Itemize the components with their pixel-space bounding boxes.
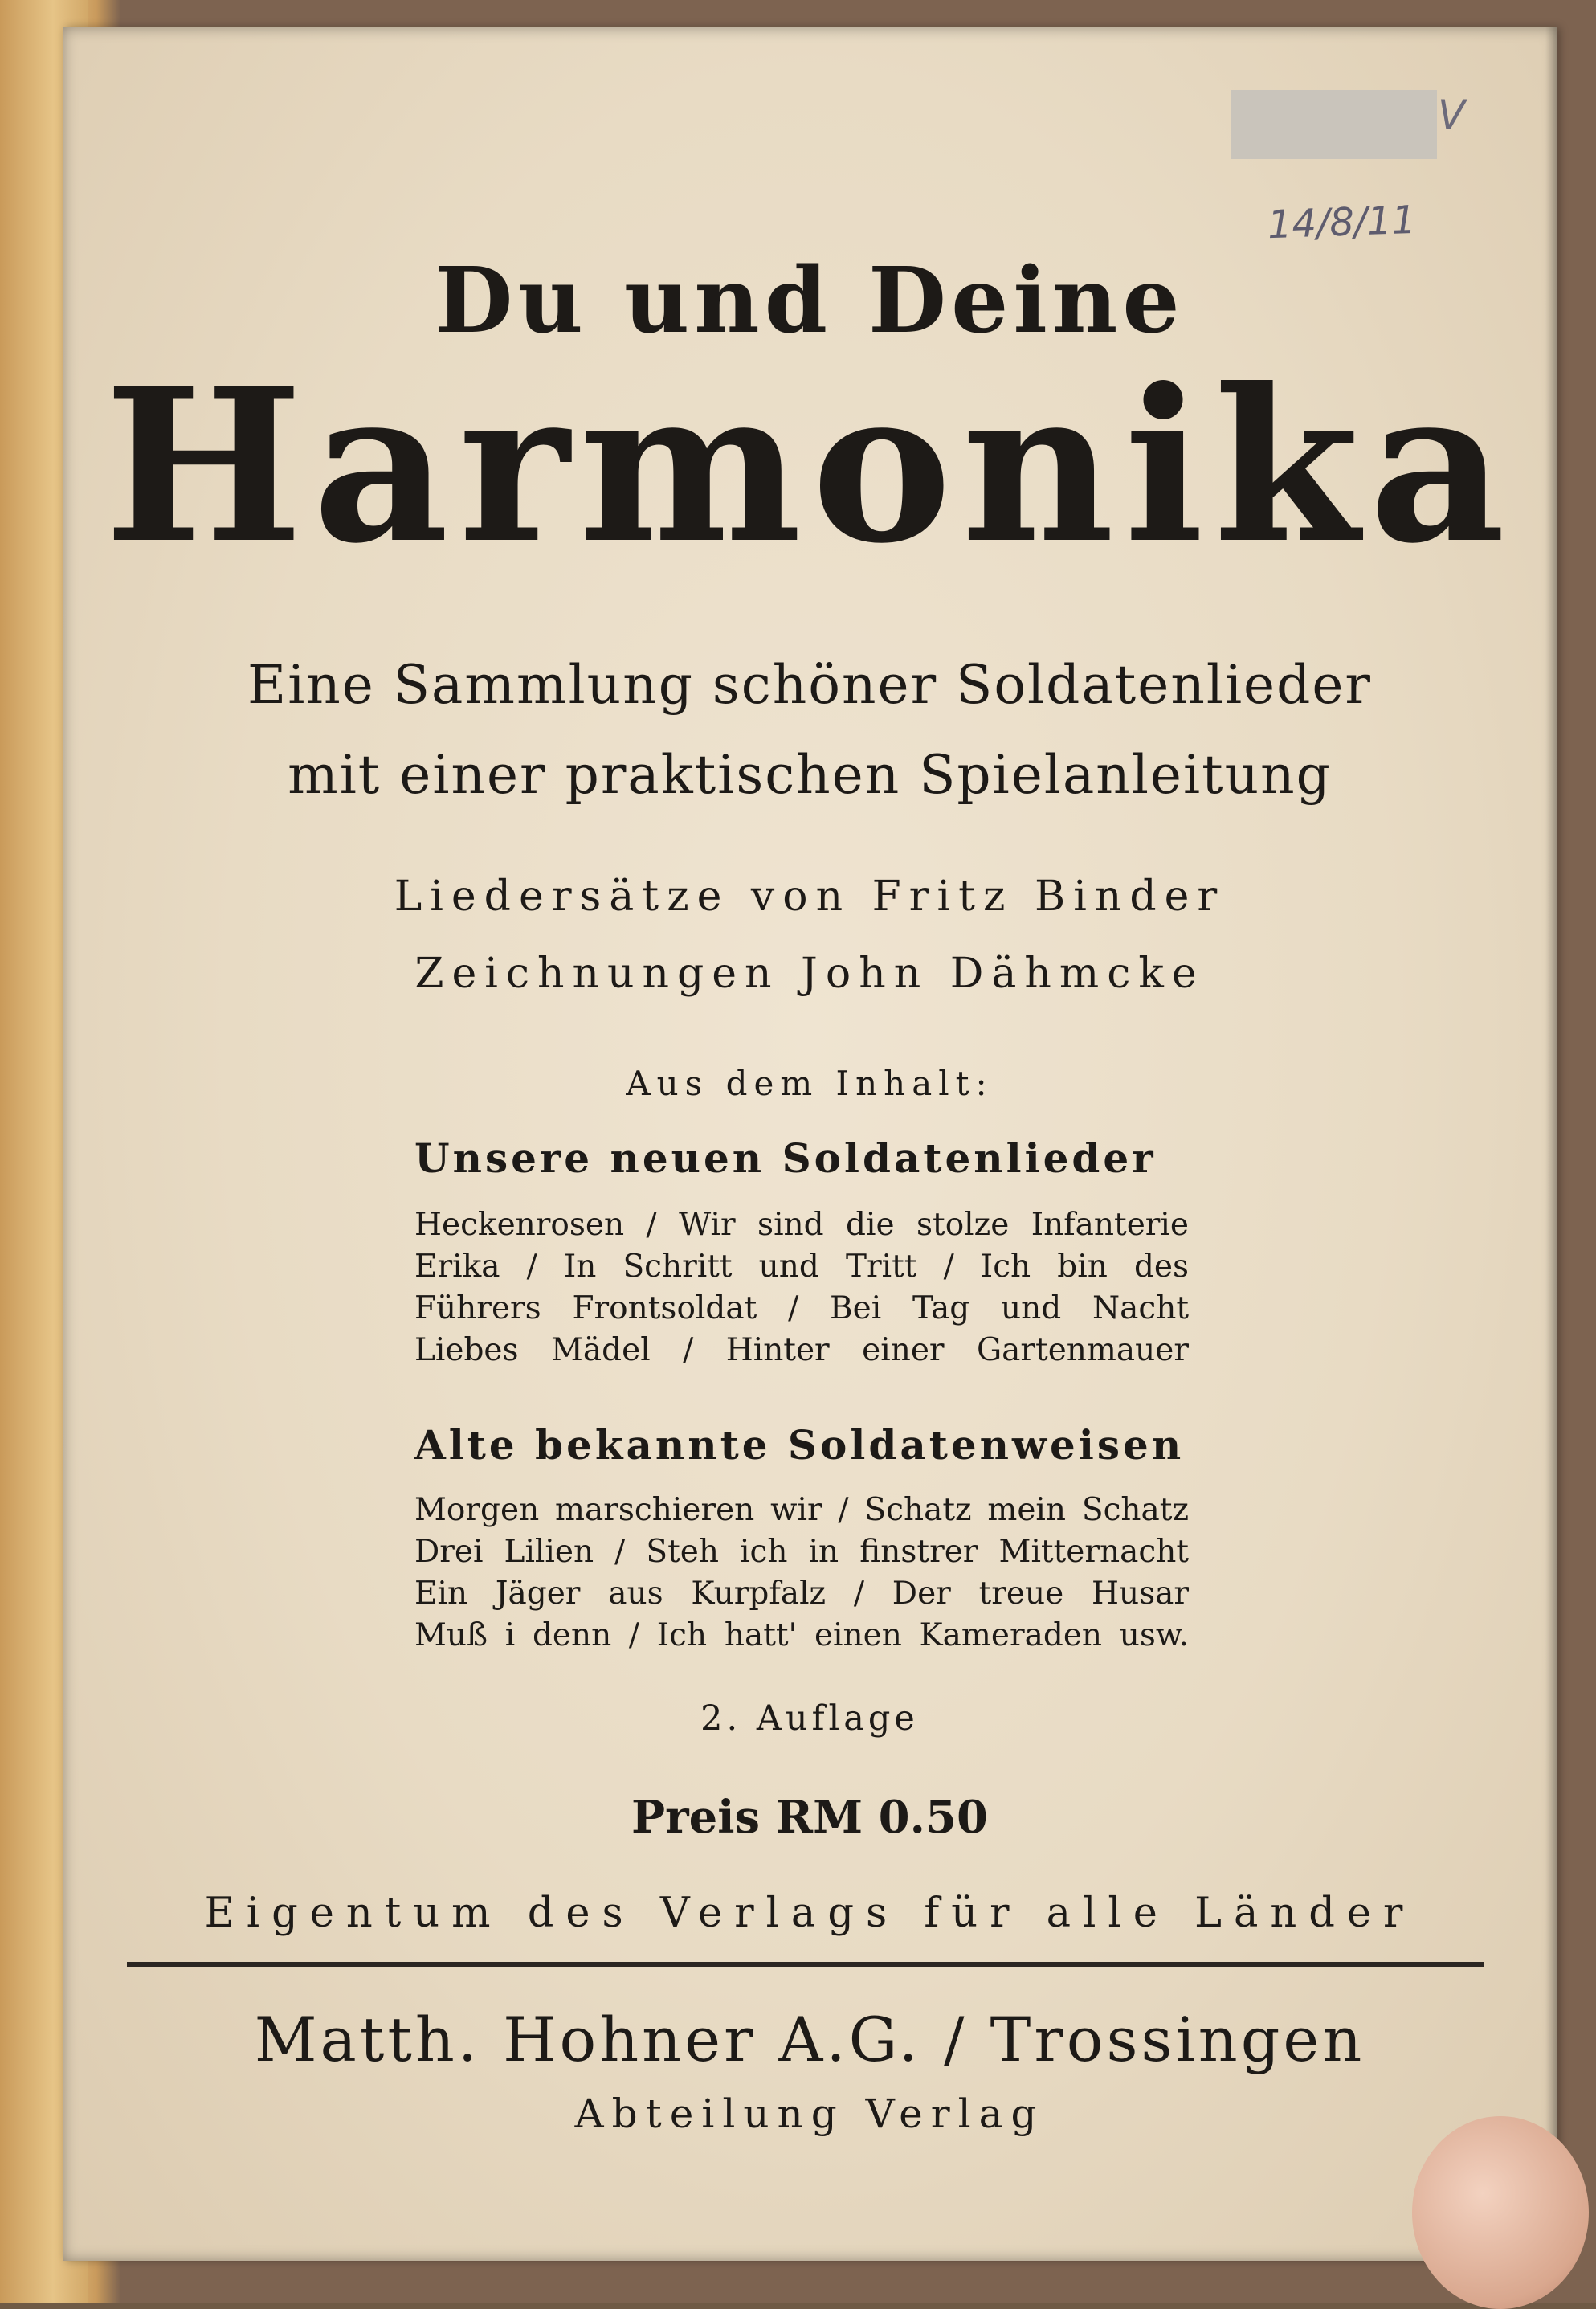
title-page [63,27,1557,2261]
edition-label: 2. Auflage [700,1698,919,1739]
section-list-new-songs [414,1204,1189,1371]
contents-label: Aus dem Inhalt: [626,1064,994,1103]
credit-arrangements: Liedersätze von Fritz Binder [394,873,1226,921]
list-item: Muß i denn / Ich hatt' einen Kameraden usw. [414,1617,1189,1653]
publisher-department: Abteilung Verlag [574,2090,1045,2137]
price-label: Preis RM 0.50 [631,1791,988,1844]
thumb [1412,2116,1589,2309]
redacted-stamp [1231,90,1437,159]
list-item: Liebes Mädel / Hinter einer Gartenmauer [414,1332,1189,1368]
list-item: Erika / In Schritt und Tritt / Ich bin des [414,1248,1189,1285]
subtitle-line-2: mit einer praktischen Spielanleitung [288,744,1332,806]
title-line-2: Harmonika [104,342,1516,590]
credit-drawings: Zeichnungen John Dähmcke [414,950,1205,998]
handwritten-date: 14/8/11 [1267,197,1417,248]
rights-notice: Eigentum des Verlags für alle Länder [204,1890,1415,1937]
list-item: Morgen marschieren wir / Schatz mein Schatz [414,1492,1189,1528]
section-heading-old-songs: Alte bekannte Soldatenweisen [414,1421,1185,1469]
title-line-1: Du und Deine [435,248,1185,354]
section-heading-new-songs: Unsere neuen Soldatenlieder [414,1134,1157,1182]
divider-rule [127,1962,1484,1967]
list-item: Drei Lilien / Steh ich in finstrer Mitternacht [414,1534,1189,1570]
publisher-name: Matth. Hohner A.G. / Trossingen [254,2004,1365,2075]
list-item: Heckenrosen / Wir sind die stolze Infanterie [414,1207,1189,1243]
list-item: Führers Frontsoldat / Bei Tag und Nacht [414,1290,1189,1326]
section-list-old-songs [414,1490,1189,1657]
list-item: Ein Jäger aus Kurpfalz / Der treue Husar [414,1575,1189,1612]
handwritten-mark: V [1438,92,1466,138]
subtitle-line-1: Eine Sammlung schöner Soldatenlieder [247,654,1372,716]
